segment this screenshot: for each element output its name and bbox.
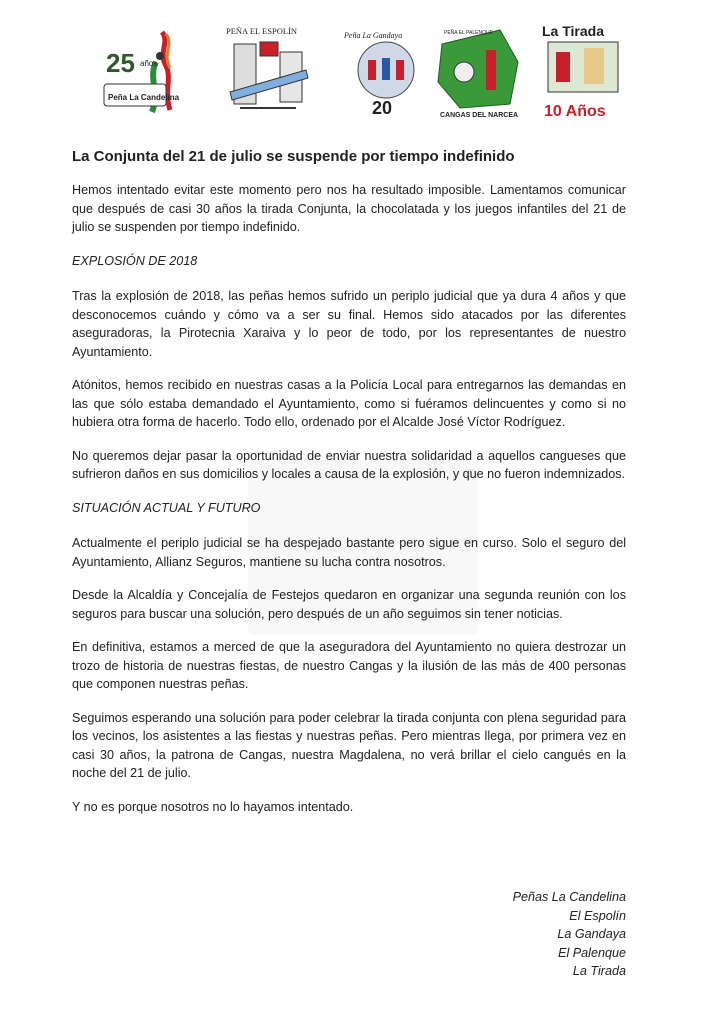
paragraph-6: Desde la Alcaldía y Concejalía de Festejos quedaron en organizar una segunda reunión con los seguros para buscar una solución, pero después de un año seguimos sin tener noticias.	[72, 588, 626, 621]
paragraph-2: Tras la explosión de 2018, las peñas hemos sufrido un periplo judicial que ya dura 4 años y que desconocemos cuándo y cómo va a ser su final. Hemos sido atacados por las diferentes aseguradoras, la Pirotecnia Xaraiva y lo peor de todo, por los representantes de nuestro Ayuntamiento.	[72, 289, 626, 359]
signature-line: Peñas La Candelina	[512, 890, 626, 904]
paragraph-3: Atónitos, hemos recibido en nuestras casas a la Policía Local para entregarnos las demandas en las que sólo estaba demandado el Ayuntamiento, como si fuéramos delincuentes y como si no hubiera otra forma de hacerlo. Todo ello, ordenado por el Alcalde José Víctor Rodríguez.	[72, 378, 626, 429]
document-body	[72, 148, 626, 831]
logo-candelina-anos: años	[140, 59, 158, 68]
logo-espolin-name: PEÑA EL ESPOLÍN	[226, 26, 297, 36]
logo-gandaya-number: 20	[372, 98, 393, 118]
signature-line: El Espolín	[569, 908, 626, 923]
document-title: La Conjunta del 21 de julio se suspende por tiempo indefinido	[72, 148, 515, 165]
logo-palenque-name: PEÑA EL PALENQUE	[444, 30, 493, 36]
logo-candelina-name: Peña La Candelina	[108, 93, 180, 102]
logo-la-tirada	[538, 22, 634, 120]
logo-el-palenque	[430, 22, 526, 120]
paragraph-7: En definitiva, estamos a merced de que la aseguradora del Ayuntamiento no quiera destrozar un trozo de historia de nuestras fiestas, de nuestro Cangas y la ilusión de las más de 400 personas que componen nuestras peñas.	[72, 640, 626, 691]
logo-el-espolin	[220, 22, 316, 120]
paragraph-1: Hemos intentado evitar este momento pero nos ha resultado imposible. Lamentamos comunicar que después de casi 30 años la tirada Conjunta, la chocolatada y los juegos infantiles del 21 de julio se suspenden por tiempo indefinido.	[72, 183, 626, 234]
paragraph-8: Seguimos esperando una solución para poder celebrar la tirada conjunta con plena seguridad para los vecinos, los asistentes a las fiestas y nuestras peñas. Pero mientras llega, por primera vez en casi 30 años, la patrona de Cangas, nuestra Magdalena, no verá brillar el cielo cangués en la noche del 21 de julio.	[72, 710, 626, 780]
paragraph-9: Y no es porque nosotros no lo hayamos intentado.	[72, 799, 354, 814]
logo-tirada-years: 10 Años	[544, 103, 606, 120]
logo-palenque-place: CANGAS DEL NARCEA	[440, 112, 519, 119]
section-heading-situacion: SITUACIÓN ACTUAL Y FUTURO	[72, 500, 261, 515]
signature-block	[513, 888, 626, 981]
logo-la-candelina	[100, 22, 196, 120]
logos-row	[100, 22, 630, 122]
signature-line: La Gandaya	[557, 927, 626, 941]
logo-la-gandaya	[338, 22, 434, 120]
paragraph-4: No queremos dejar pasar la oportunidad de enviar nuestra solidaridad a aquellos cangueses que sufrieron daños en sus domicilios y locales a causa de la explosión, y que no fueron indemnizados.	[72, 448, 626, 481]
logo-tirada-name: La Tirada	[542, 23, 604, 39]
paragraph-5: Actualmente el periplo judicial se ha despejado bastante pero sigue en curso. Solo el seguro del Ayuntamiento, Allianz Seguros, mantiene su lucha contra nosotros.	[72, 536, 626, 569]
signature-line: El Palenque	[558, 945, 626, 960]
logo-gandaya-name: Peña La Gandaya	[344, 31, 403, 40]
signature-line: La Tirada	[572, 964, 626, 978]
section-heading-explosion: EXPLOSIÓN DE 2018	[72, 253, 198, 268]
logo-candelina-number: 25	[106, 48, 135, 78]
